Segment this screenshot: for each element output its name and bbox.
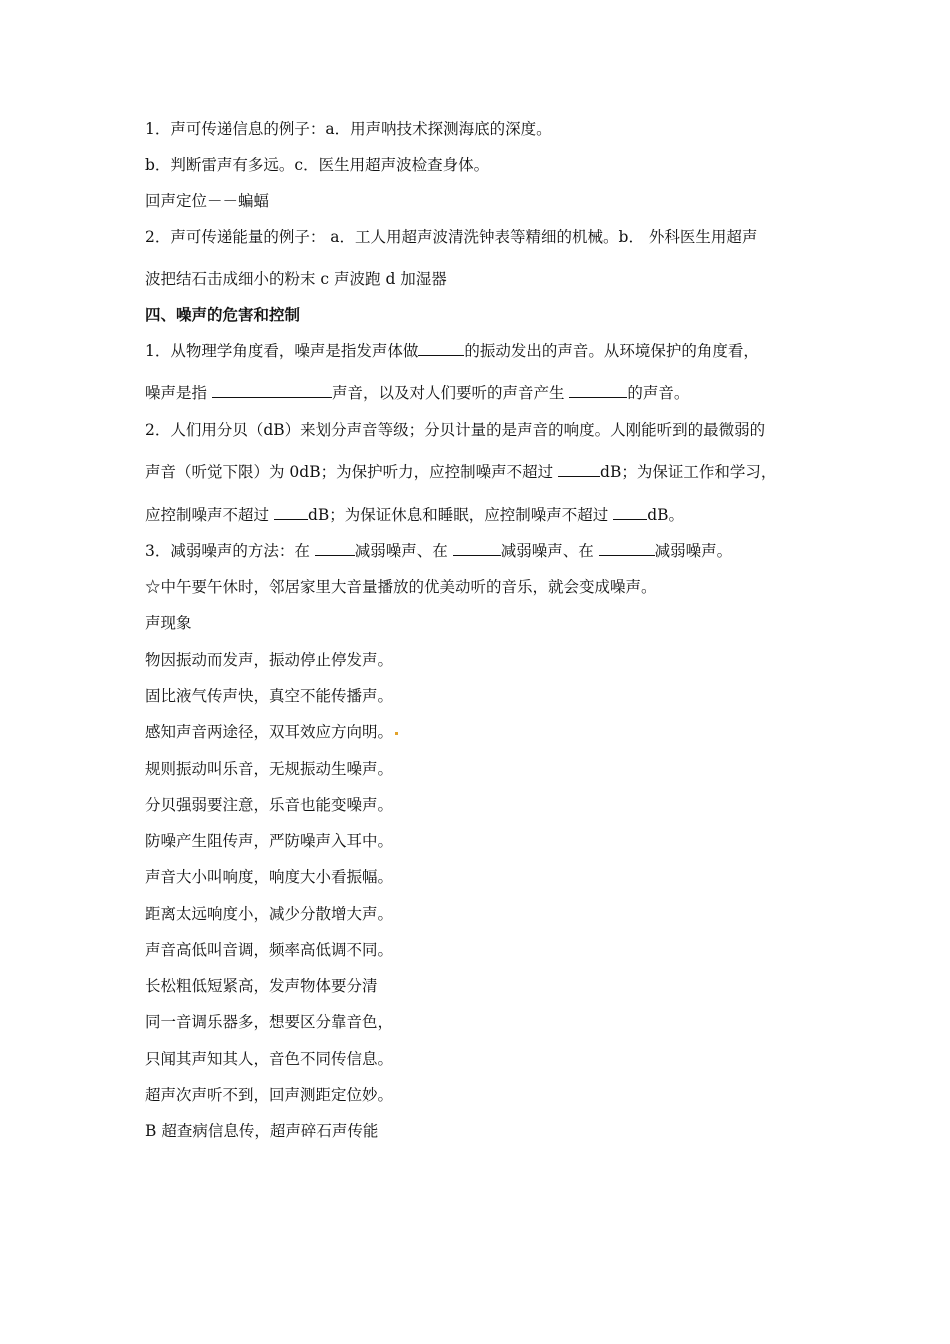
fill-blank[interactable]	[212, 383, 332, 398]
q2-line2	[145, 462, 776, 482]
fill-blank[interactable]	[274, 505, 308, 520]
q3-text-4: 减弱噪声。	[654, 542, 733, 560]
q2-text-2: dB；为保证工作和学习，	[600, 463, 777, 481]
poem-line: 固比液气传声快，真空不能传播声。	[145, 687, 394, 705]
item2-line-a: 2．声可传递能量的例子： a．工人用超声波清洗钟表等精细的机械。b． 外科医生用超声	[145, 228, 758, 246]
fill-blank[interactable]	[613, 505, 647, 520]
section4-heading: 四、噪声的危害和控制	[145, 306, 301, 324]
q2-text-5: dB。	[647, 506, 685, 524]
q2-line3	[145, 505, 684, 525]
echo-location-line: 回声定位－－蝙蝠	[145, 192, 270, 210]
poem-line: B 超查病信息传，超声碎石声传能	[145, 1122, 379, 1140]
q2-line1: 2．人们用分贝（dB）来划分声音等级；分贝计量的是声音的响度。人刚能听到的最微弱的	[145, 421, 766, 439]
q1-text-5: 的声音。	[627, 384, 690, 402]
q1-text-3: 噪声是指	[145, 384, 212, 402]
q2-text-4: dB；为保证休息和睡眠，应控制噪声不超过	[307, 506, 614, 524]
stray-mark-dot	[395, 732, 398, 735]
q1-line2	[145, 383, 689, 403]
poem-line: 超声次声听不到，回声测距定位妙。	[145, 1086, 394, 1104]
q3-line	[145, 541, 732, 561]
q2-text-1: 声音（听觉下限）为 0dB；为保护听力，应控制噪声不超过	[145, 463, 559, 481]
q3-text-2: 减弱噪声、在	[354, 542, 453, 560]
poem-line: 分贝强弱要注意，乐音也能变噪声。	[145, 796, 394, 814]
poem-line: 规则振动叫乐音，无规振动生噪声。	[145, 760, 394, 778]
poem-line: 长松粗低短紧高，发声物体要分清	[145, 977, 378, 995]
fill-blank[interactable]	[599, 541, 655, 556]
q1-line1	[145, 341, 759, 361]
q2-text-3: 应控制噪声不超过	[145, 506, 274, 524]
poem-line: 声音高低叫音调，频率高低调不同。	[145, 941, 394, 959]
poem-line: 声音大小叫响度，响度大小看振幅。	[145, 868, 394, 886]
poem-line: 只闻其声知其人，音色不同传信息。	[145, 1050, 394, 1068]
poem-line: 距离太远响度小，减少分散增大声。	[145, 905, 394, 923]
item1-line-b: b．判断雷声有多远。c．医生用超声波检查身体。	[145, 156, 490, 174]
poem-line-with-mark	[145, 722, 398, 742]
q3-text-3: 减弱噪声、在	[500, 542, 599, 560]
q1-text-1: 1．从物理学角度看，噪声是指发声体做	[145, 342, 419, 360]
fill-blank[interactable]	[558, 462, 600, 477]
item1-line-a: 1．声可传递信息的例子：a．用声呐技术探测海底的深度。	[145, 120, 552, 138]
poem-line: 物因振动而发声，振动停止停发声。	[145, 651, 394, 669]
q1-text-2: 的振动发出的声音。从环境保护的角度看，	[464, 342, 759, 360]
fill-blank[interactable]	[418, 341, 464, 356]
poem-title: 声现象	[145, 614, 192, 632]
q3-text-1: 3．减弱噪声的方法：在	[145, 542, 315, 560]
item2-line-b: 波把结石击成细小的粉末 c 声波跑 d 加湿器	[145, 270, 447, 288]
fill-blank[interactable]	[453, 541, 501, 556]
poem-line: 感知声音两途径，双耳效应方向明。	[145, 723, 394, 741]
poem-line: 防噪产生阻传声，严防噪声入耳中。	[145, 832, 394, 850]
star-note: ☆中午要午休时，邻居家里大音量播放的优美动听的音乐，就会变成噪声。	[145, 578, 657, 596]
q1-text-4: 声音，以及对人们要听的声音产生	[331, 384, 570, 402]
fill-blank[interactable]	[315, 541, 355, 556]
fill-blank[interactable]	[569, 383, 627, 398]
poem-line: 同一音调乐器多，想要区分靠音色，	[145, 1013, 394, 1031]
